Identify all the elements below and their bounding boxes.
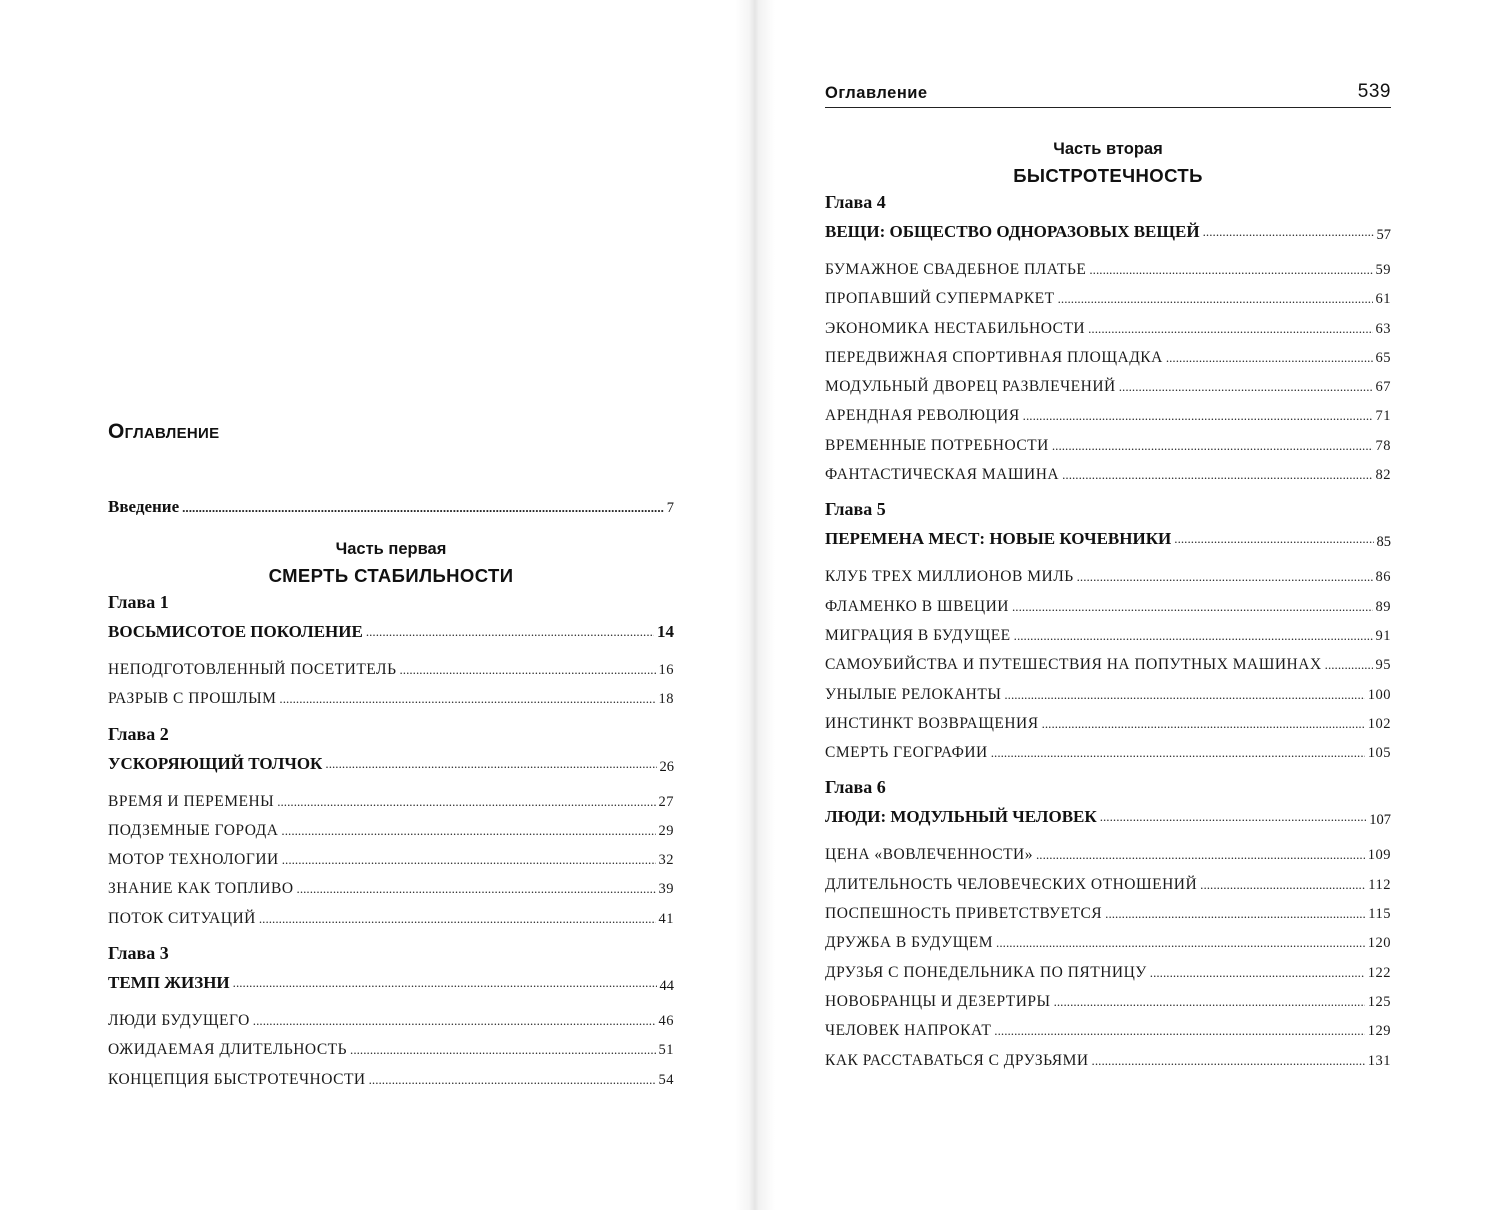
section-title: ДРУЗЬЯ С ПОНЕДЕЛЬНИКА ПО ПЯТНИЦУ [825, 963, 1147, 981]
leader-dots [350, 1035, 655, 1064]
leader-dots [369, 1065, 656, 1094]
section-title: ЦЕНА «ВОВЛЕЧЕННОСТИ» [825, 846, 1033, 864]
section-page: 112 [1368, 876, 1391, 893]
section-title: КОНЦЕПЦИЯ БЫСТРОТЕЧНОСТИ [108, 1070, 366, 1088]
section-title: ФАНТАСТИЧЕСКАЯ МАШИНА [825, 466, 1060, 484]
leader-dots [182, 496, 664, 520]
chapter-label: Глава 5 [825, 499, 886, 520]
intro-title: Введение [108, 497, 180, 516]
section-entry[interactable] [825, 284, 1391, 313]
leader-dots [1004, 680, 1364, 709]
leader-dots [399, 655, 655, 684]
chapter-label: Глава 4 [825, 192, 886, 212]
section-page: 61 [1375, 291, 1391, 308]
chapter-page: 107 [1369, 812, 1391, 829]
section-page: 65 [1375, 349, 1391, 366]
leader-dots [1325, 650, 1373, 679]
section-page: 67 [1375, 379, 1391, 396]
section-title: ЗНАНИЕ КАК ТОПЛИВО [108, 880, 294, 898]
section-page: 16 [658, 662, 674, 678]
chapter-entry[interactable] [108, 968, 674, 1006]
part-label: Часть вторая [1053, 140, 1163, 158]
section-title: ДЛИТЕЛЬНОСТЬ ЧЕЛОВЕЧЕСКИХ ОТНОШЕНИЙ [825, 875, 1198, 893]
section-entry[interactable] [825, 314, 1391, 343]
section-entry[interactable] [825, 1046, 1391, 1075]
part-title: СМЕРТЬ СТАБИЛЬНОСТИ [268, 565, 514, 586]
leader-dots [1054, 987, 1365, 1016]
section-entry[interactable] [108, 845, 674, 874]
leader-dots [1077, 562, 1373, 591]
section-title: ПОСПЕШНОСТЬ ПРИВЕТСТВУЕТСЯ [825, 905, 1103, 923]
section-page: 95 [1375, 657, 1391, 674]
section-page: 29 [658, 822, 674, 839]
leader-dots [1119, 372, 1373, 401]
right-toc-column [825, 136, 1391, 1075]
section-title: НОВОБРАНЦЫ И ДЕЗЕРТИРЫ [825, 992, 1051, 1010]
section-entry[interactable] [108, 655, 674, 684]
leader-dots [1203, 220, 1374, 244]
chapter-label: Глава 6 [825, 777, 886, 798]
chapter-label: Глава 1 [108, 592, 169, 612]
section-entry[interactable] [825, 562, 1391, 591]
section-entry[interactable] [825, 987, 1391, 1016]
section-page: 86 [1375, 569, 1391, 586]
section-title: ВРЕМЯ И ПЕРЕМЕНЫ [108, 792, 275, 810]
section-title: ПРОПАВШИЙ СУПЕРМАРКЕТ [825, 290, 1055, 308]
chapter-title: ТЕМП ЖИЗНИ [108, 973, 230, 993]
section-entry[interactable] [825, 460, 1391, 489]
section-entry[interactable] [825, 255, 1391, 284]
section-title: САМОУБИЙСТВА И ПУТЕШЕСТВИЯ НА ПОПУТНЫХ МАШИНАХ [825, 656, 1322, 674]
section-entry[interactable] [825, 343, 1391, 372]
leader-dots [1036, 840, 1365, 869]
leader-dots [1166, 343, 1373, 372]
section-entry[interactable] [108, 1006, 674, 1035]
leader-dots [1014, 621, 1373, 650]
leader-dots [1200, 870, 1365, 899]
section-page: 32 [658, 852, 674, 869]
chapter-page: 57 [1376, 227, 1391, 243]
section-page: 27 [658, 793, 674, 810]
leader-dots [994, 1016, 1364, 1045]
leader-dots [1150, 958, 1365, 987]
leader-dots [1088, 314, 1372, 343]
section-page: 129 [1367, 1023, 1391, 1040]
chapter-entry[interactable] [825, 217, 1391, 255]
section-title: ЛЮДИ БУДУЩЕГО [108, 1012, 250, 1030]
section-title: ЭКОНОМИКА НЕСТАБИЛЬНОСТИ [825, 319, 1086, 337]
section-title: КЛУБ ТРЕХ МИЛЛИОНОВ МИЛЬ [825, 568, 1074, 586]
section-entry[interactable] [825, 680, 1391, 709]
chapter-entry[interactable] [108, 617, 674, 655]
section-page: 100 [1367, 686, 1391, 703]
section-title: ПЕРЕДВИЖНАЯ СПОРТИВНАЯ ПЛОЩАДКА [825, 348, 1163, 366]
section-page: 122 [1367, 964, 1391, 981]
section-title: ЧЕЛОВЕК НАПРОКАТ [825, 1022, 992, 1040]
chapter-page: 44 [659, 978, 674, 995]
chapter-title: ВОСЬМИСОТОЕ ПОКОЛЕНИЕ [108, 622, 363, 641]
section-entry[interactable] [825, 650, 1391, 679]
section-title: МОДУЛЬНЫЙ ДВОРЕЦ РАЗВЛЕЧЕНИЙ [825, 378, 1116, 396]
part-title: БЫСТРОТЕЧНОСТЬ [1013, 165, 1203, 186]
section-title: КАК РАССТАВАТЬСЯ С ДРУЗЬЯМИ [825, 1051, 1089, 1069]
section-title: ПОТОК СИТУАЦИЙ [108, 909, 256, 927]
leader-dots [277, 787, 655, 816]
section-entry[interactable] [825, 738, 1391, 767]
section-entry[interactable] [825, 709, 1391, 738]
leader-dots [1042, 709, 1365, 738]
section-entry[interactable] [825, 1016, 1391, 1045]
section-title: БУМАЖНОЕ СВАДЕБНОЕ ПЛАТЬЕ [825, 261, 1087, 278]
section-entry[interactable] [108, 1035, 674, 1064]
page-number: 539 [1357, 81, 1391, 102]
chapter-title: УСКОРЯЮЩИЙ ТОЛЧОК [108, 753, 323, 773]
leader-dots [366, 620, 654, 644]
section-title: ОЖИДАЕМАЯ ДЛИТЕЛЬНОСТЬ [108, 1041, 348, 1059]
part-label: Часть первая [335, 540, 447, 558]
section-page: 59 [1375, 262, 1391, 278]
leader-dots [279, 684, 655, 713]
section-entry[interactable] [108, 816, 674, 845]
section-title: ИНСТИНКТ ВОЗВРАЩЕНИЯ [825, 714, 1039, 732]
section-page: 51 [658, 1042, 674, 1059]
section-page: 39 [658, 881, 674, 898]
section-title: УНЫЛЫЕ РЕЛОКАНТЫ [825, 685, 1002, 703]
leader-dots [1052, 431, 1373, 460]
leader-dots [1023, 401, 1373, 430]
leader-dots [253, 1006, 656, 1035]
section-page: 91 [1375, 627, 1391, 644]
section-title: ФЛАМЕНКО В ШВЕЦИИ [825, 597, 1009, 615]
section-title: МОТОР ТЕХНОЛОГИИ [108, 851, 279, 869]
section-entry[interactable] [825, 840, 1391, 869]
section-entry[interactable] [108, 684, 674, 713]
section-page: 102 [1367, 715, 1391, 732]
section-page: 120 [1367, 935, 1391, 952]
section-entry[interactable] [108, 1065, 674, 1094]
section-entry[interactable] [108, 874, 674, 903]
section-page: 131 [1367, 1052, 1391, 1069]
chapter-page: 26 [659, 758, 674, 775]
section-page: 109 [1367, 847, 1391, 864]
section-entry[interactable] [825, 401, 1391, 430]
section-page: 115 [1368, 906, 1391, 923]
leader-dots [1174, 527, 1373, 551]
leader-dots [282, 845, 656, 874]
section-page: 105 [1367, 745, 1391, 762]
section-title: ДРУЖБА В БУДУЩЕМ [825, 934, 994, 952]
chapter-title: ПЕРЕМЕНА МЕСТ: НОВЫЕ КОЧЕВНИКИ [825, 529, 1172, 549]
leader-dots [297, 874, 656, 903]
intro-page: 7 [666, 500, 674, 516]
section-page: 46 [658, 1013, 674, 1030]
section-entry[interactable] [825, 958, 1391, 987]
section-page: 71 [1375, 408, 1391, 425]
toc-title: Оглавление [108, 420, 220, 443]
section-entry[interactable] [825, 592, 1391, 621]
leader-dots [325, 752, 656, 776]
left-toc-column [108, 536, 674, 1094]
chapter-entry[interactable] [825, 524, 1391, 562]
leader-dots [259, 904, 656, 933]
section-page: 41 [658, 910, 674, 927]
section-page: 89 [1375, 598, 1391, 615]
section-page: 82 [1375, 467, 1391, 484]
leader-dots [1062, 460, 1372, 489]
section-title: МИГРАЦИЯ В БУДУЩЕЕ [825, 626, 1011, 644]
section-entry[interactable] [825, 621, 1391, 650]
section-entry[interactable] [825, 928, 1391, 957]
leader-dots [996, 928, 1365, 957]
chapter-label: Глава 2 [108, 723, 169, 744]
section-entry[interactable] [825, 431, 1391, 460]
running-head [825, 78, 1391, 108]
section-entry[interactable] [108, 904, 674, 933]
leader-dots [1105, 899, 1365, 928]
leader-dots [1058, 284, 1373, 313]
section-title: ПОДЗЕМНЫЕ ГОРОДА [108, 821, 279, 839]
section-entry[interactable] [825, 870, 1391, 899]
leader-dots [1012, 592, 1373, 621]
section-entry[interactable] [108, 787, 674, 816]
leader-dots [281, 816, 655, 845]
leader-dots [1100, 805, 1367, 829]
section-entry[interactable] [825, 372, 1391, 401]
section-entry[interactable] [825, 899, 1391, 928]
intro-entry[interactable] [108, 495, 674, 520]
chapter-page: 85 [1376, 534, 1391, 551]
leader-dots [1092, 1046, 1365, 1075]
section-title: ВРЕМЕННЫЕ ПОТРЕБНОСТИ [825, 436, 1049, 454]
chapter-title: ВЕЩИ: ОБЩЕСТВО ОДНОРАЗОВЫХ ВЕЩЕЙ [825, 222, 1200, 241]
section-page: 63 [1375, 320, 1391, 337]
section-title: РАЗРЫВ С ПРОШЛЫМ [108, 690, 277, 708]
chapter-entry[interactable] [825, 802, 1391, 840]
section-page: 78 [1375, 437, 1391, 454]
chapter-label: Глава 3 [108, 943, 169, 964]
chapter-page: 14 [657, 622, 674, 641]
section-title: НЕПОДГОТОВЛЕННЫЙ ПОСЕТИТЕЛЬ [108, 661, 397, 678]
section-page: 54 [658, 1071, 674, 1088]
section-page: 18 [658, 691, 674, 708]
leader-dots [1089, 255, 1372, 284]
section-page: 125 [1367, 993, 1391, 1010]
leader-dots [233, 971, 657, 995]
running-head-title: Оглавление [825, 84, 928, 102]
chapter-title: ЛЮДИ: МОДУЛЬНЫЙ ЧЕЛОВЕК [825, 807, 1097, 827]
section-title: СМЕРТЬ ГЕОГРАФИИ [825, 744, 988, 762]
section-title: АРЕНДНАЯ РЕВОЛЮЦИЯ [825, 407, 1020, 425]
chapter-entry[interactable] [108, 749, 674, 787]
leader-dots [991, 738, 1365, 767]
